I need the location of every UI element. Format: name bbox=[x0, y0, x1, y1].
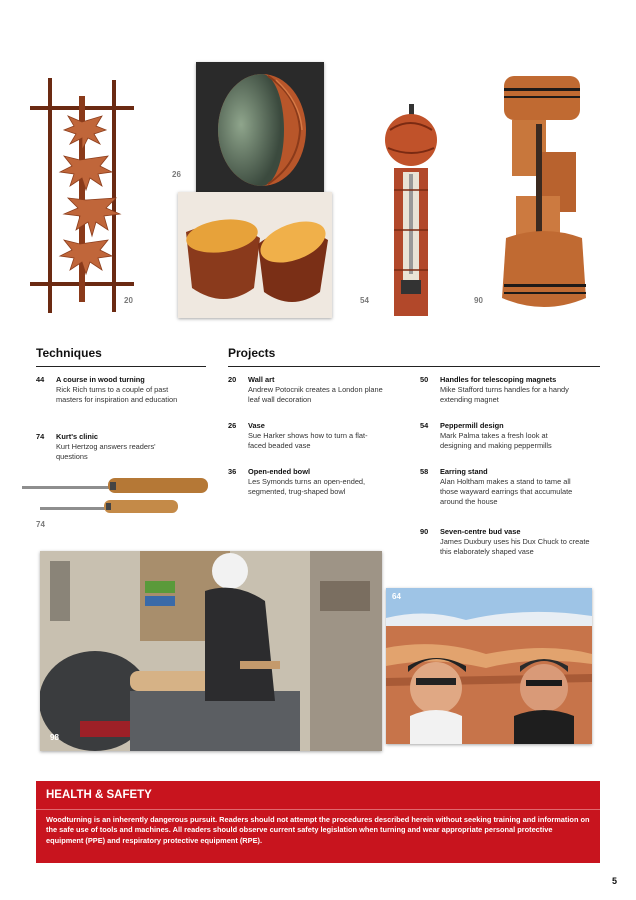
projects-item[interactable]: 26 Vase Sue Harker shows how to turn a flat-faced beaded vase bbox=[228, 421, 368, 450]
techniques-rule bbox=[36, 366, 206, 367]
projects-item[interactable]: 50 Handles for telescoping magnets Mike Stafford turns handles for a handy extending magnet bbox=[420, 375, 569, 404]
figure-label-64: 64 bbox=[392, 592, 401, 601]
projects-heading: Projects bbox=[228, 346, 276, 360]
figure-label-90: 90 bbox=[474, 296, 483, 305]
projects-rule bbox=[228, 366, 600, 367]
bowl-photo-bottom bbox=[178, 192, 332, 318]
health-safety-divider bbox=[36, 809, 600, 810]
health-safety-box bbox=[36, 781, 600, 863]
figure-label-98: 98 bbox=[50, 733, 59, 742]
workshop-photo bbox=[40, 551, 382, 751]
leaf-wall-art-figure bbox=[28, 78, 138, 318]
techniques-item[interactable]: 44 A course in wood turning Rick Rich turns to a couple of past masters for inspiration and education bbox=[36, 375, 178, 404]
figure-label-26: 26 bbox=[172, 170, 181, 179]
health-safety-title: HEALTH & SAFETY bbox=[46, 789, 152, 801]
projects-item[interactable]: 90 Seven-centre bud vase James Duxbury uses his Dux Chuck to create this elaborately shaped vase bbox=[420, 527, 590, 556]
techniques-item[interactable]: 74 Kurt's clinic Kurt Hertzog answers readers' questions bbox=[36, 432, 156, 461]
projects-item[interactable]: 54 Peppermill design Mark Palma takes a fresh look at designing and making peppermills bbox=[420, 421, 552, 450]
vase-photo-top bbox=[196, 62, 324, 192]
projects-item[interactable]: 20 Wall art Andrew Potocnik creates a London plane leaf wall decoration bbox=[228, 375, 383, 404]
figure-label-74: 74 bbox=[36, 520, 45, 529]
techniques-heading: Techniques bbox=[36, 346, 102, 360]
projects-item[interactable]: 36 Open-ended bowl Les Symonds turns an open-ended, segmented, trug-shaped bowl bbox=[228, 467, 366, 496]
page-number: 5 bbox=[612, 876, 618, 886]
figure-label-20: 20 bbox=[124, 296, 133, 305]
turning-tools-figure bbox=[20, 470, 210, 518]
projects-item[interactable]: 58 Earring stand Alan Holtham makes a stand to tame all those wayward earrings that accumulate around the house bbox=[420, 467, 573, 506]
health-safety-text: Woodturning is an inherently dangerous pursuit. Readers should not attempt the procedures described herein without seeking training and information on the safe use of tools and machines. All readers should observe current safety legislation when turning and wear appropriate personal protective equipment (PPE) and respiratory protective equipment (RPE). bbox=[46, 815, 590, 845]
figure-label-54: 54 bbox=[360, 296, 369, 305]
bud-vase-figure bbox=[496, 72, 592, 318]
peppermill-figure bbox=[376, 100, 446, 320]
canyon-selfie-photo bbox=[386, 588, 592, 744]
